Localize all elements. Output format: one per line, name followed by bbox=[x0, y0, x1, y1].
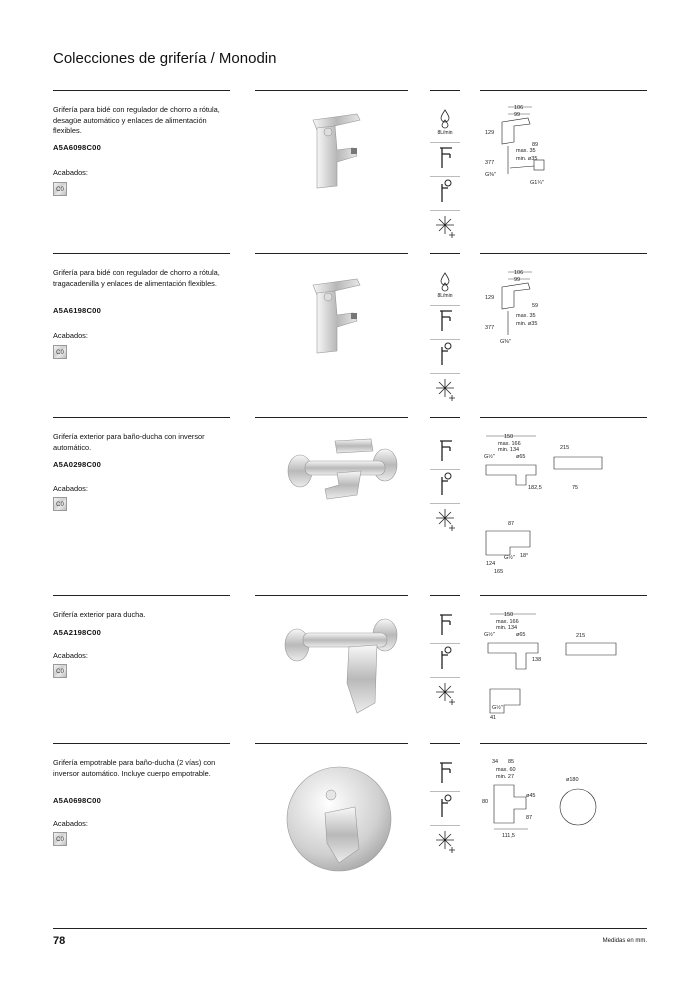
divider bbox=[255, 595, 408, 596]
product-description: Grifería para bidé con regulador de chorro a rótula, desagüe automático y enlaces de alimentación flexibles. bbox=[53, 105, 220, 135]
product-code: A5A0298C00 bbox=[53, 460, 102, 469]
dim-label: max. 166 bbox=[498, 441, 521, 447]
dim-label: 377 bbox=[485, 325, 495, 331]
dim-label: 111,5 bbox=[502, 833, 515, 839]
dim-label: 87 bbox=[526, 815, 533, 821]
dim-label: ø65 bbox=[516, 454, 526, 460]
product-description: Grifería exterior para baño-ducha con inversor automático. bbox=[53, 432, 205, 452]
flow-rate: 8L/min bbox=[437, 130, 453, 136]
finishes-label: Acabados: bbox=[53, 819, 88, 828]
divider bbox=[53, 743, 230, 744]
ecostart-icon bbox=[430, 791, 460, 826]
page-number: 78 bbox=[53, 935, 66, 947]
dim-label: max. 35 bbox=[516, 313, 536, 319]
divider bbox=[53, 595, 230, 596]
divider bbox=[53, 90, 230, 91]
finish-swatch: C0 bbox=[53, 497, 67, 511]
dim-label: ø65 bbox=[516, 632, 526, 638]
cold-start-icon bbox=[430, 305, 460, 340]
finish-swatch: C0 bbox=[53, 832, 67, 846]
divider bbox=[430, 595, 460, 596]
dim-label: min. ø35 bbox=[516, 321, 538, 327]
dim-label: 150 bbox=[504, 612, 514, 618]
dim-label: 75 bbox=[572, 485, 579, 491]
chrome-shine-icon bbox=[430, 825, 460, 859]
dim-label: 138 bbox=[532, 657, 542, 663]
bidet-faucet-photo bbox=[265, 102, 415, 192]
bath-shower-mixer-photo bbox=[265, 429, 415, 509]
dim-label: max. 35 bbox=[516, 148, 536, 154]
divider bbox=[480, 253, 647, 254]
technical-drawing bbox=[480, 431, 630, 581]
finishes-label: Acabados: bbox=[53, 168, 88, 177]
page-title: Colecciones de grifería / Monodin bbox=[53, 50, 277, 67]
dim-label: 89 bbox=[532, 142, 539, 148]
dim-label: G½" bbox=[484, 454, 495, 460]
divider bbox=[430, 743, 460, 744]
divider bbox=[53, 417, 230, 418]
dim-label: max. 60 bbox=[496, 767, 516, 773]
finish-swatch: C0 bbox=[53, 182, 67, 196]
technical-drawing bbox=[480, 267, 590, 357]
ecostart-icon bbox=[430, 643, 460, 678]
dim-label: 87 bbox=[508, 521, 515, 527]
chrome-shine-icon bbox=[430, 677, 460, 711]
dim-label: G⅜" bbox=[485, 172, 496, 178]
chrome-shine-icon bbox=[430, 210, 460, 244]
divider bbox=[480, 90, 647, 91]
dim-label: 150 bbox=[504, 434, 514, 440]
dim-label: G½" bbox=[492, 705, 503, 711]
finishes-label: Acabados: bbox=[53, 331, 88, 340]
technical-drawing bbox=[480, 757, 630, 842]
dim-label: G⅜" bbox=[500, 339, 511, 345]
product-description: Grifería para bidé con regulador de chorro a rótula, tragacadenilla y enlaces de alimentación flexibles. bbox=[53, 268, 220, 288]
dim-label: 41 bbox=[490, 715, 497, 721]
divider bbox=[430, 417, 460, 418]
product-description: Grifería exterior para ducha. bbox=[53, 610, 146, 619]
dim-label: 129 bbox=[485, 130, 495, 136]
units-footnote: Medidas en mm. bbox=[602, 938, 647, 944]
divider bbox=[255, 743, 408, 744]
chrome-shine-icon bbox=[430, 503, 460, 537]
dim-label: 215 bbox=[560, 445, 570, 451]
finish-swatch: C0 bbox=[53, 345, 67, 359]
divider bbox=[480, 417, 647, 418]
dim-label: ø180 bbox=[566, 777, 579, 783]
dim-label: 182,5 bbox=[528, 485, 542, 491]
technical-drawing bbox=[480, 102, 590, 192]
cold-start-icon bbox=[430, 142, 460, 177]
divider bbox=[480, 595, 647, 596]
cold-start-icon bbox=[430, 757, 460, 792]
dim-label: max. 166 bbox=[496, 619, 519, 625]
water-saving-icon bbox=[430, 108, 460, 143]
footer-divider bbox=[53, 928, 647, 929]
dim-label: G½" bbox=[504, 555, 515, 561]
built-in-mixer-photo bbox=[265, 757, 415, 882]
divider bbox=[255, 253, 408, 254]
finish-swatch: C0 bbox=[53, 664, 67, 678]
dim-label: 106 bbox=[514, 105, 524, 111]
cold-start-icon bbox=[430, 435, 460, 470]
dim-label: 85 bbox=[508, 759, 515, 765]
product-description: Grifería empotrable para baño-ducha (2 vías) con inversor automático. Incluye cuerpo empotrable. bbox=[53, 758, 216, 778]
divider bbox=[255, 417, 408, 418]
dim-label: 215 bbox=[576, 633, 586, 639]
dim-label: ø45 bbox=[526, 793, 536, 799]
ecostart-icon bbox=[430, 339, 460, 374]
shower-mixer-photo bbox=[265, 607, 415, 717]
ecostart-icon bbox=[430, 469, 460, 504]
dim-label: 377 bbox=[485, 160, 495, 166]
dim-label: min. 27 bbox=[496, 774, 515, 780]
product-code: A5A2198C00 bbox=[53, 628, 102, 637]
flow-rate: 8L/min bbox=[437, 293, 453, 299]
dim-label: 59 bbox=[532, 303, 539, 309]
finishes-label: Acabados: bbox=[53, 484, 88, 493]
product-code: A5A6098C00 bbox=[53, 143, 102, 152]
dim-label: 18° bbox=[520, 553, 529, 559]
dim-label: 99 bbox=[514, 277, 521, 283]
water-saving-icon bbox=[430, 271, 460, 306]
dim-label: 129 bbox=[485, 295, 495, 301]
dim-label: 106 bbox=[514, 270, 524, 276]
dim-label: 80 bbox=[482, 799, 489, 805]
ecostart-icon bbox=[430, 176, 460, 211]
dim-label: min. ø35 bbox=[516, 156, 538, 162]
divider bbox=[255, 90, 408, 91]
divider bbox=[480, 743, 647, 744]
divider bbox=[53, 253, 230, 254]
product-code: A5A0698C00 bbox=[53, 796, 102, 805]
bidet-faucet-photo bbox=[265, 267, 415, 357]
technical-drawing bbox=[480, 609, 630, 724]
divider bbox=[430, 90, 460, 91]
product-code: A5A6198C00 bbox=[53, 306, 102, 315]
chrome-shine-icon bbox=[430, 373, 460, 407]
dim-label: 34 bbox=[492, 759, 499, 765]
dim-label: min. 134 bbox=[498, 447, 520, 453]
dim-label: 124 bbox=[486, 561, 496, 567]
dim-label: 99 bbox=[514, 112, 521, 118]
divider bbox=[430, 253, 460, 254]
dim-label: G½" bbox=[484, 632, 495, 638]
dim-label: G1¼" bbox=[530, 180, 544, 186]
dim-label: 165 bbox=[494, 569, 504, 575]
dim-label: min. 134 bbox=[496, 625, 518, 631]
cold-start-icon bbox=[430, 609, 460, 644]
finishes-label: Acabados: bbox=[53, 651, 88, 660]
